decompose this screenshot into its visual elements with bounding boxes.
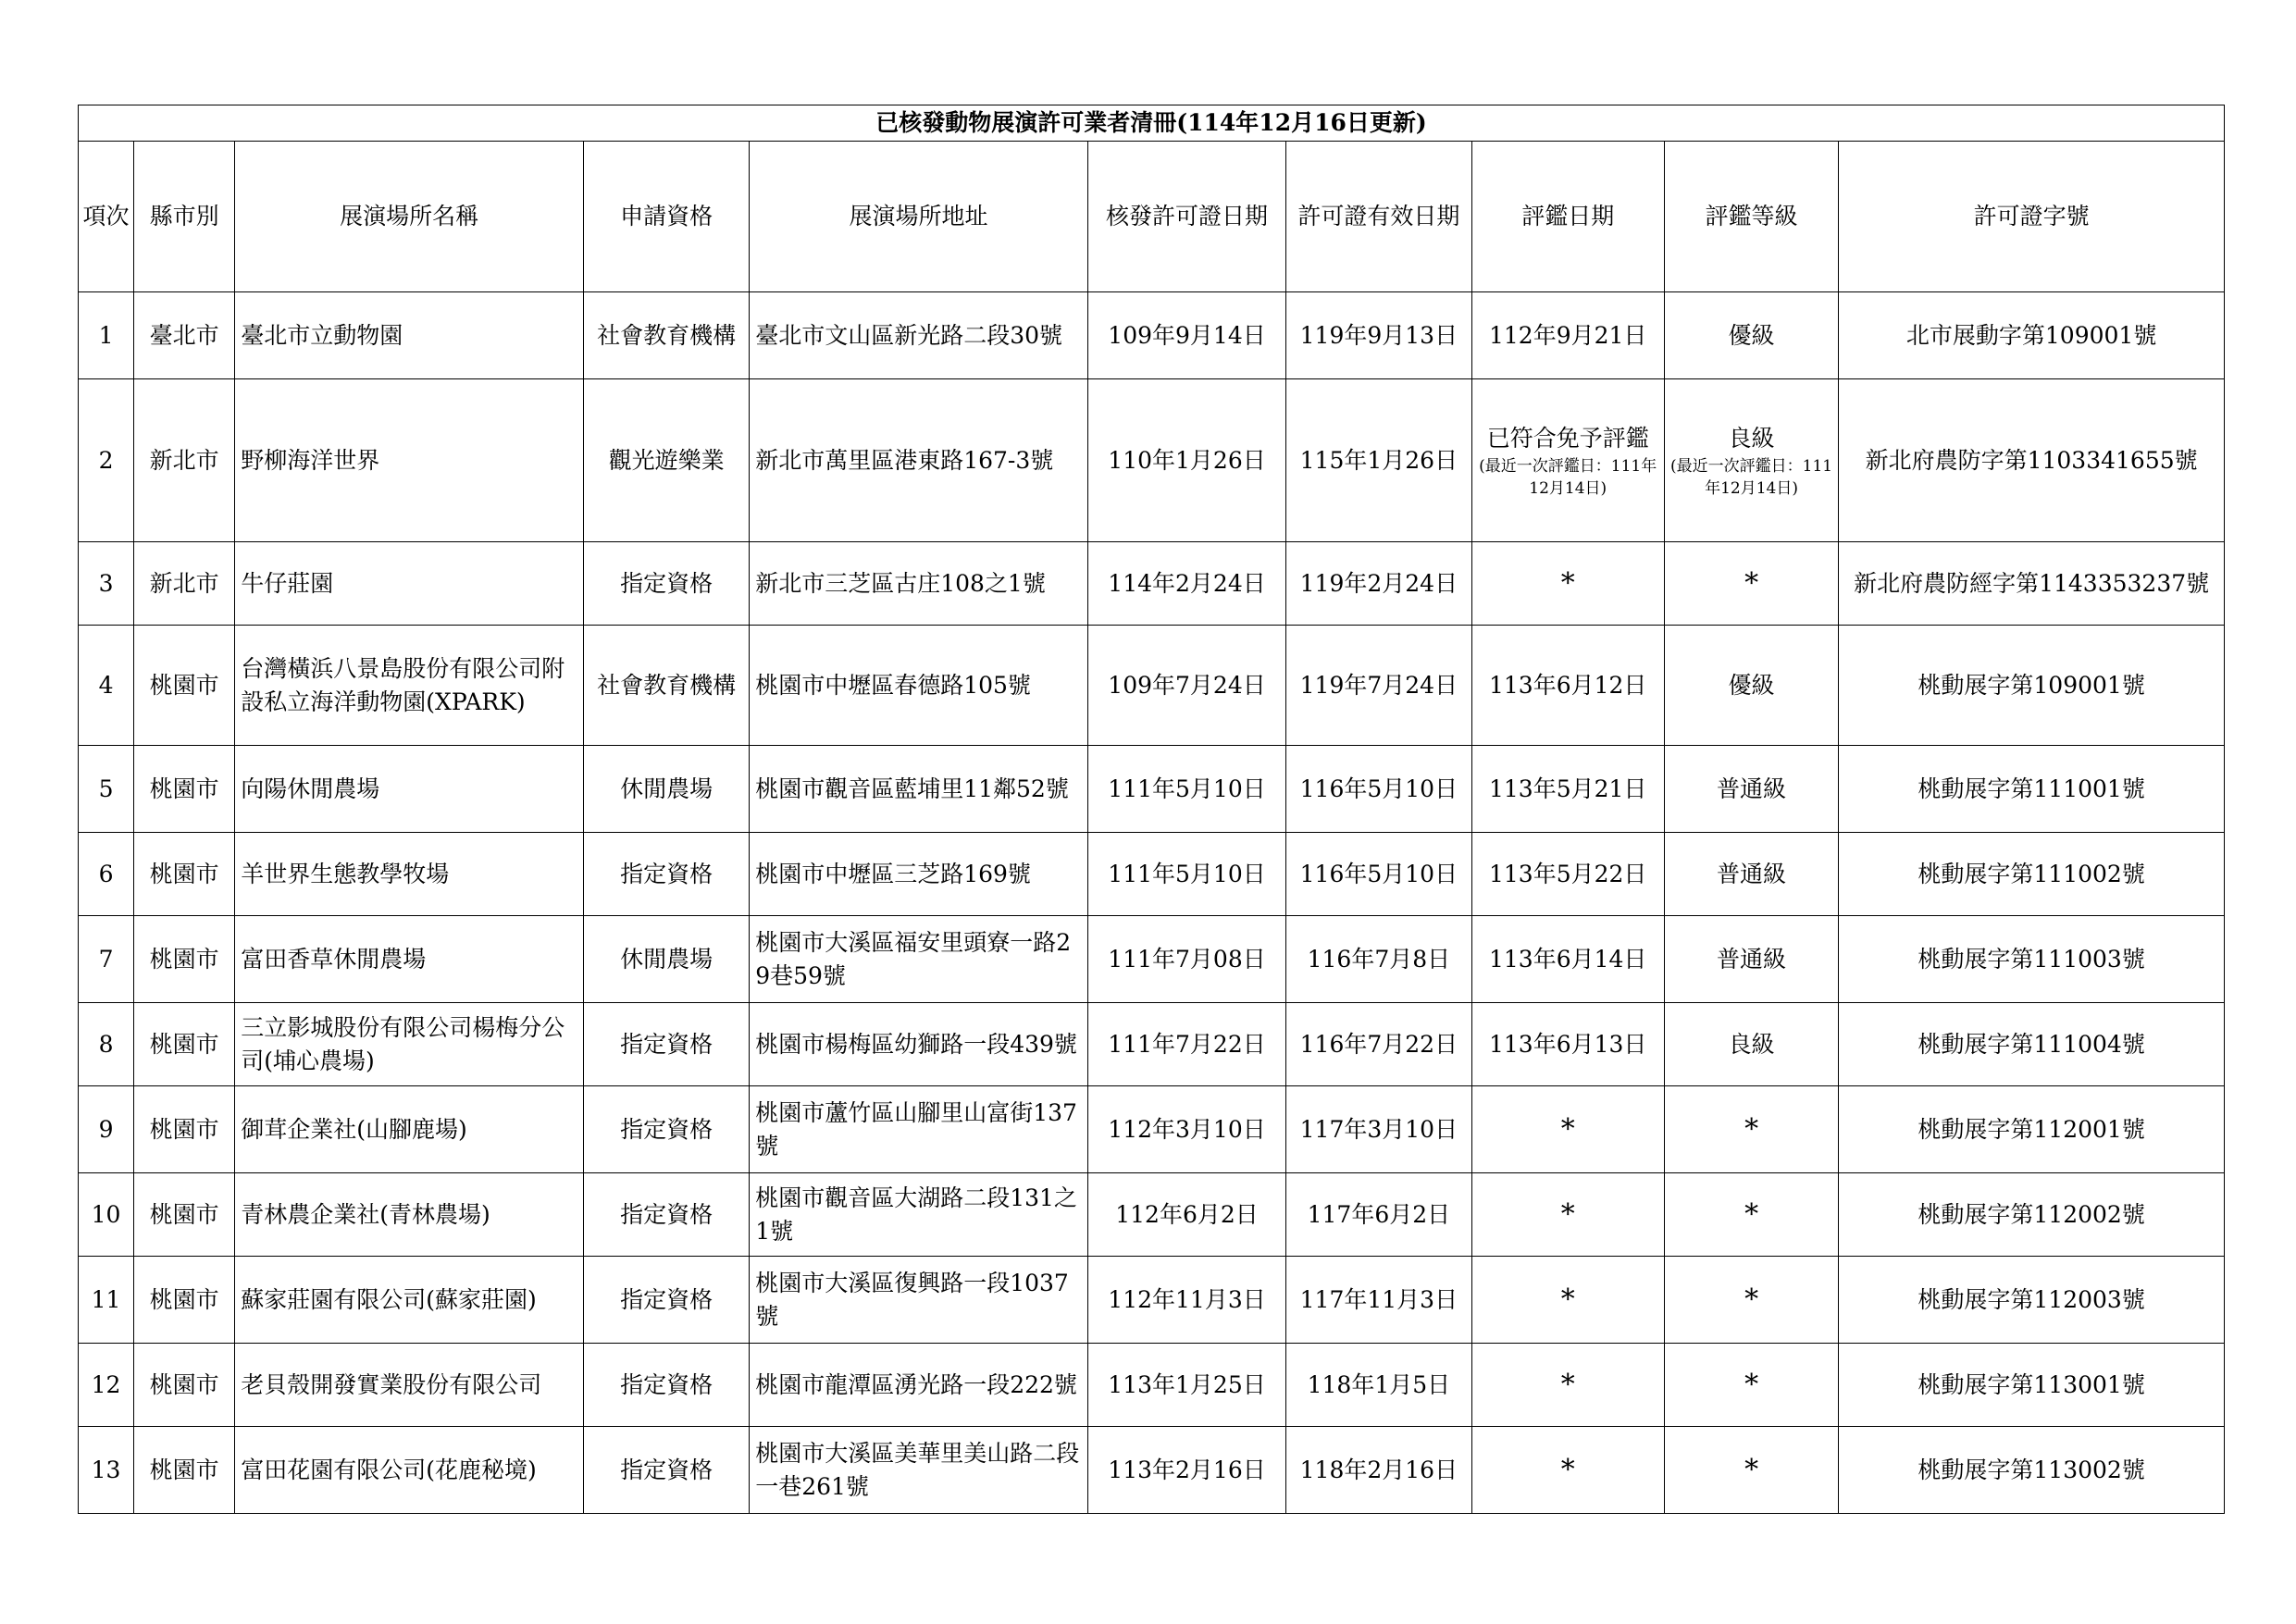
cell-address-text: 桃園市觀音區藍埔里11鄰52號 — [755, 775, 1069, 802]
table-row — [79, 1086, 2225, 1173]
cell-issue-date — [1087, 1257, 1285, 1344]
cell-no — [79, 1427, 134, 1514]
cell-permit-no-text: 桃動展字第112003號 — [1917, 1285, 2145, 1313]
cell-no — [79, 1086, 134, 1173]
cell-qualification-text: 休閒農場 — [620, 945, 714, 973]
cell-address — [750, 1003, 1088, 1086]
header-row — [79, 142, 2225, 292]
cell-name — [235, 1344, 584, 1427]
cell-issue-date-text: 112年3月10日 — [1108, 1115, 1266, 1143]
cell-county-text: 桃園市 — [149, 775, 219, 802]
header-address: 展演場所地址 — [750, 142, 1088, 292]
cell-issue-date — [1087, 379, 1285, 542]
cell-valid-date-text: 116年7月22日 — [1299, 1030, 1458, 1058]
cell-issue-date — [1087, 916, 1285, 1003]
header-valid-date: 許可證有效日期 — [1286, 142, 1471, 292]
cell-county-text: 桃園市 — [149, 945, 219, 973]
cell-no-text: 8 — [98, 1030, 114, 1058]
cell-issue-date-text: 109年9月14日 — [1108, 321, 1266, 349]
cell-name-text: 御茸企業社(山腳鹿場) — [241, 1115, 467, 1143]
cell-county — [134, 542, 235, 626]
cell-eval-grade-text: * — [1744, 1112, 1759, 1146]
cell-eval-date-text: 112年9月21日 — [1489, 321, 1647, 349]
cell-eval-date-text: * — [1560, 1453, 1575, 1486]
cell-permit-no-text: 新北府農防經字第1143353237號 — [1854, 569, 2210, 597]
cell-valid-date-text: 116年5月10日 — [1299, 860, 1458, 887]
cell-address-text: 桃園市中壢區三芝路169號 — [755, 860, 1031, 887]
cell-address-text: 桃園市蘆竹區山腳里山富街137號 — [755, 1098, 1077, 1159]
table-row — [79, 542, 2225, 626]
table-row — [79, 379, 2225, 542]
cell-name — [235, 626, 584, 746]
cell-qualification-text: 社會教育機構 — [597, 671, 737, 699]
cell-issue-date-text: 114年2月24日 — [1108, 569, 1266, 597]
cell-qualification-text: 指定資格 — [620, 860, 714, 887]
cell-eval-date-text: * — [1560, 1283, 1575, 1316]
cell-county-text: 桃園市 — [149, 1030, 219, 1058]
cell-eval-grade-text: * — [1744, 1197, 1759, 1231]
header-county: 縣市別 — [134, 142, 235, 292]
cell-valid-date-text: 115年1月26日 — [1299, 446, 1458, 474]
cell-permit-no-text: 桃動展字第111002號 — [1917, 860, 2145, 887]
cell-no-text: 11 — [91, 1285, 121, 1313]
cell-name-text: 三立影城股份有限公司楊梅分公司(埔心農場) — [241, 1013, 565, 1074]
cell-name — [235, 1257, 584, 1344]
cell-eval-date — [1471, 1003, 1664, 1086]
cell-issue-date — [1087, 1173, 1285, 1257]
cell-qualification-text: 指定資格 — [620, 1370, 714, 1398]
cell-permit-no — [1839, 1003, 2225, 1086]
cell-valid-date-text: 119年7月24日 — [1299, 671, 1458, 699]
cell-issue-date — [1087, 542, 1285, 626]
cell-name — [235, 1427, 584, 1514]
cell-permit-no-text: 桃動展字第111001號 — [1917, 775, 2145, 802]
cell-qualification-text: 指定資格 — [620, 569, 714, 597]
cell-eval-grade — [1664, 379, 1838, 542]
cell-qualification-text: 指定資格 — [620, 1285, 714, 1313]
cell-eval-date-note: (最近一次評鑑日：111年12月14日) — [1479, 456, 1657, 498]
cell-county — [134, 292, 235, 379]
table-row — [79, 916, 2225, 1003]
cell-issue-date-text: 113年1月25日 — [1108, 1370, 1266, 1398]
cell-qualification — [583, 1003, 749, 1086]
cell-name-text: 台灣橫浜八景島股份有限公司附設私立海洋動物園(XPARK) — [241, 654, 565, 715]
cell-county — [134, 1003, 235, 1086]
cell-no — [79, 292, 134, 379]
cell-name — [235, 1086, 584, 1173]
cell-permit-no — [1839, 1344, 2225, 1427]
cell-name-text: 青林農企業社(青林農場) — [241, 1200, 490, 1228]
cell-address — [750, 1173, 1088, 1257]
cell-eval-date-text: 113年6月12日 — [1489, 671, 1647, 699]
cell-permit-no-text: 桃動展字第113001號 — [1917, 1370, 2145, 1398]
permit-list-table — [78, 105, 2225, 1514]
cell-county-text: 桃園市 — [149, 1370, 219, 1398]
cell-eval-grade-text: 良級 — [1728, 424, 1775, 452]
cell-eval-grade-text: * — [1744, 1283, 1759, 1316]
cell-name-text: 野柳海洋世界 — [241, 446, 380, 474]
cell-permit-no — [1839, 542, 2225, 626]
cell-name-text: 富田花園有限公司(花鹿秘境) — [241, 1456, 537, 1483]
cell-county — [134, 833, 235, 916]
cell-eval-date-text: * — [1560, 1197, 1575, 1231]
cell-county — [134, 1344, 235, 1427]
cell-eval-grade — [1664, 542, 1838, 626]
table-row — [79, 1344, 2225, 1427]
cell-eval-grade-text: 普通級 — [1717, 775, 1787, 802]
header-permit-no: 許可證字號 — [1839, 142, 2225, 292]
cell-qualification — [583, 292, 749, 379]
header-qualification: 申請資格 — [583, 142, 749, 292]
cell-eval-date — [1471, 379, 1664, 542]
cell-eval-date — [1471, 746, 1664, 833]
cell-address-text: 桃園市大溪區復興路一段1037號 — [755, 1269, 1069, 1330]
cell-valid-date-text: 117年3月10日 — [1299, 1115, 1458, 1143]
cell-issue-date-text: 112年11月3日 — [1108, 1285, 1266, 1313]
cell-valid-date-text: 116年5月10日 — [1299, 775, 1458, 802]
cell-eval-grade-text: 優級 — [1728, 671, 1775, 699]
cell-qualification — [583, 379, 749, 542]
table-row — [79, 746, 2225, 833]
table-row — [79, 626, 2225, 746]
cell-eval-grade-text: * — [1744, 1453, 1759, 1486]
cell-county — [134, 626, 235, 746]
cell-eval-grade — [1664, 833, 1838, 916]
header-eval-grade: 評鑑等級 — [1664, 142, 1838, 292]
cell-eval-date — [1471, 1427, 1664, 1514]
cell-qualification — [583, 1086, 749, 1173]
cell-valid-date — [1286, 542, 1471, 626]
cell-issue-date-text: 111年5月10日 — [1108, 775, 1266, 802]
cell-eval-date — [1471, 1344, 1664, 1427]
cell-county-text: 桃園市 — [149, 1456, 219, 1483]
cell-permit-no — [1839, 746, 2225, 833]
cell-no-text: 2 — [98, 446, 114, 474]
cell-issue-date-text: 111年7月22日 — [1108, 1030, 1266, 1058]
cell-issue-date-text: 113年2月16日 — [1108, 1456, 1266, 1483]
cell-valid-date-text: 117年11月3日 — [1299, 1285, 1458, 1313]
cell-eval-grade — [1664, 1003, 1838, 1086]
header-name: 展演場所名稱 — [235, 142, 584, 292]
cell-valid-date — [1286, 1427, 1471, 1514]
cell-issue-date-text: 112年6月2日 — [1115, 1200, 1259, 1228]
document-title: 已核發動物展演許可業者清冊(114年12月16日更新) — [79, 105, 2225, 142]
cell-name-text: 臺北市立動物園 — [241, 321, 403, 349]
cell-qualification-text: 休閒農場 — [620, 775, 714, 802]
cell-county-text: 桃園市 — [149, 671, 219, 699]
table-row — [79, 1427, 2225, 1514]
cell-address — [750, 1344, 1088, 1427]
cell-address-text: 新北市萬里區港東路167-3號 — [755, 446, 1054, 474]
cell-eval-grade-text: 優級 — [1728, 321, 1775, 349]
cell-no-text: 4 — [98, 671, 114, 699]
cell-name-text: 向陽休閒農場 — [241, 775, 380, 802]
cell-qualification-text: 社會教育機構 — [597, 321, 737, 349]
cell-valid-date — [1286, 1086, 1471, 1173]
cell-eval-date-text: * — [1560, 1112, 1575, 1146]
cell-permit-no — [1839, 1257, 2225, 1344]
cell-valid-date-text: 119年9月13日 — [1299, 321, 1458, 349]
cell-eval-grade-text: * — [1744, 566, 1759, 600]
cell-eval-grade — [1664, 1173, 1838, 1257]
cell-permit-no-text: 桃動展字第113002號 — [1917, 1456, 2145, 1483]
cell-eval-date-text: 113年6月13日 — [1489, 1030, 1647, 1058]
cell-permit-no-text: 新北府農防字第1103341655號 — [1865, 446, 2198, 474]
cell-valid-date-text: 116年7月8日 — [1307, 945, 1451, 973]
cell-qualification — [583, 1257, 749, 1344]
cell-issue-date — [1087, 292, 1285, 379]
cell-eval-grade — [1664, 746, 1838, 833]
header-eval-date: 評鑑日期 — [1471, 142, 1664, 292]
cell-eval-grade — [1664, 1427, 1838, 1514]
cell-permit-no — [1839, 626, 2225, 746]
cell-county-text: 臺北市 — [149, 321, 219, 349]
cell-eval-grade — [1664, 626, 1838, 746]
cell-eval-date — [1471, 542, 1664, 626]
cell-no-text: 10 — [91, 1200, 121, 1228]
cell-address — [750, 916, 1088, 1003]
cell-eval-grade-text: 普通級 — [1717, 860, 1787, 887]
cell-name — [235, 292, 584, 379]
cell-no — [79, 1173, 134, 1257]
cell-name — [235, 542, 584, 626]
cell-no-text: 9 — [98, 1115, 114, 1143]
cell-valid-date — [1286, 1173, 1471, 1257]
cell-address — [750, 379, 1088, 542]
cell-address — [750, 1086, 1088, 1173]
cell-issue-date — [1087, 833, 1285, 916]
cell-issue-date — [1087, 746, 1285, 833]
cell-issue-date — [1087, 1086, 1285, 1173]
cell-permit-no-text: 桃動展字第112002號 — [1917, 1200, 2145, 1228]
cell-valid-date — [1286, 1344, 1471, 1427]
cell-qualification — [583, 833, 749, 916]
cell-eval-date — [1471, 1173, 1664, 1257]
cell-permit-no — [1839, 1173, 2225, 1257]
cell-valid-date-text: 117年6月2日 — [1307, 1200, 1451, 1228]
cell-no — [79, 1344, 134, 1427]
cell-county — [134, 1086, 235, 1173]
cell-eval-grade-text: 良級 — [1728, 1030, 1775, 1058]
cell-eval-grade-text: * — [1744, 1368, 1759, 1401]
cell-qualification — [583, 1344, 749, 1427]
cell-issue-date-text: 111年7月08日 — [1108, 945, 1266, 973]
cell-qualification — [583, 916, 749, 1003]
cell-county — [134, 746, 235, 833]
cell-issue-date-text: 111年5月10日 — [1108, 860, 1266, 887]
cell-name — [235, 833, 584, 916]
cell-permit-no — [1839, 379, 2225, 542]
cell-name-text: 羊世界生態教學牧場 — [241, 860, 450, 887]
cell-issue-date-text: 110年1月26日 — [1108, 446, 1266, 474]
cell-no-text: 7 — [98, 945, 114, 973]
cell-eval-date-text: * — [1560, 566, 1575, 600]
cell-qualification — [583, 1427, 749, 1514]
cell-qualification — [583, 626, 749, 746]
cell-no-text: 3 — [98, 569, 114, 597]
cell-eval-grade-note: (最近一次評鑑日：111年12月14日) — [1670, 456, 1833, 498]
cell-name — [235, 1003, 584, 1086]
cell-address-text: 桃園市楊梅區幼獅路一段439號 — [755, 1030, 1077, 1058]
cell-county — [134, 1257, 235, 1344]
cell-no-text: 13 — [91, 1456, 121, 1483]
cell-county-text: 桃園市 — [149, 1285, 219, 1313]
cell-valid-date-text: 119年2月24日 — [1299, 569, 1458, 597]
cell-name-text: 牛仔莊園 — [241, 569, 334, 597]
cell-eval-grade — [1664, 1344, 1838, 1427]
cell-valid-date — [1286, 916, 1471, 1003]
cell-address — [750, 292, 1088, 379]
cell-permit-no-text: 桃動展字第112001號 — [1917, 1115, 2145, 1143]
cell-qualification — [583, 1173, 749, 1257]
cell-no-text: 12 — [91, 1370, 121, 1398]
cell-eval-grade — [1664, 916, 1838, 1003]
cell-name-text: 蘇家莊園有限公司(蘇家莊園) — [241, 1285, 537, 1313]
cell-address-text: 桃園市大溪區福安里頭寮一路29巷59號 — [755, 928, 1072, 989]
cell-eval-date — [1471, 833, 1664, 916]
cell-address-text: 臺北市文山區新光路二段30號 — [755, 321, 1063, 349]
cell-eval-date — [1471, 916, 1664, 1003]
cell-no — [79, 833, 134, 916]
cell-no — [79, 746, 134, 833]
cell-permit-no-text: 桃動展字第109001號 — [1917, 671, 2145, 699]
cell-name — [235, 916, 584, 1003]
cell-name — [235, 746, 584, 833]
cell-eval-grade — [1664, 1257, 1838, 1344]
cell-issue-date — [1087, 1427, 1285, 1514]
cell-county-text: 桃園市 — [149, 1115, 219, 1143]
cell-permit-no-text: 桃動展字第111003號 — [1917, 945, 2145, 973]
cell-valid-date — [1286, 626, 1471, 746]
cell-qualification-text: 指定資格 — [620, 1030, 714, 1058]
table-row — [79, 833, 2225, 916]
cell-permit-no — [1839, 1427, 2225, 1514]
cell-no-text: 5 — [98, 775, 114, 802]
cell-valid-date — [1286, 746, 1471, 833]
cell-address — [750, 626, 1088, 746]
cell-valid-date-text: 118年1月5日 — [1307, 1370, 1451, 1398]
cell-address — [750, 746, 1088, 833]
cell-eval-date-text: 113年5月22日 — [1489, 860, 1647, 887]
cell-eval-grade-text: 普通級 — [1717, 945, 1787, 973]
cell-permit-no — [1839, 916, 2225, 1003]
cell-eval-date — [1471, 292, 1664, 379]
header-no: 項次 — [79, 142, 134, 292]
cell-address-text: 新北市三芝區古庄108之1號 — [755, 569, 1046, 597]
cell-eval-date — [1471, 1086, 1664, 1173]
cell-name — [235, 1173, 584, 1257]
cell-permit-no — [1839, 833, 2225, 916]
cell-eval-date-text: 113年6月14日 — [1489, 945, 1647, 973]
cell-county — [134, 1173, 235, 1257]
cell-eval-date-text: 113年5月21日 — [1489, 775, 1647, 802]
cell-eval-date — [1471, 626, 1664, 746]
title-row — [79, 105, 2225, 142]
cell-no — [79, 1003, 134, 1086]
cell-issue-date — [1087, 1003, 1285, 1086]
cell-issue-date — [1087, 626, 1285, 746]
cell-valid-date — [1286, 1003, 1471, 1086]
cell-county-text: 桃園市 — [149, 860, 219, 887]
cell-no — [79, 1257, 134, 1344]
cell-name-text: 老貝殼開發實業股份有限公司 — [241, 1370, 542, 1398]
cell-eval-grade — [1664, 292, 1838, 379]
cell-name-text: 富田香草休閒農場 — [241, 945, 427, 973]
table-row — [79, 1173, 2225, 1257]
cell-address-text: 桃園市觀音區大湖路二段131之1號 — [755, 1184, 1077, 1245]
cell-county — [134, 1427, 235, 1514]
cell-address-text: 桃園市龍潭區湧光路一段222號 — [755, 1370, 1077, 1398]
cell-address-text: 桃園市大溪區美華里美山路二段一巷261號 — [755, 1439, 1080, 1500]
table-row — [79, 1257, 2225, 1344]
cell-issue-date — [1087, 1344, 1285, 1427]
cell-county-text: 桃園市 — [149, 1200, 219, 1228]
cell-issue-date-text: 109年7月24日 — [1108, 671, 1266, 699]
cell-no-text: 6 — [98, 860, 114, 887]
cell-qualification — [583, 746, 749, 833]
cell-qualification-text: 指定資格 — [620, 1115, 714, 1143]
cell-eval-date — [1471, 1257, 1664, 1344]
table-row — [79, 1003, 2225, 1086]
cell-address — [750, 1427, 1088, 1514]
cell-no — [79, 379, 134, 542]
cell-county-text: 新北市 — [149, 446, 219, 474]
cell-no — [79, 626, 134, 746]
header-issue-date: 核發許可證日期 — [1087, 142, 1285, 292]
cell-address-text: 桃園市中壢區春德路105號 — [755, 671, 1031, 699]
cell-county — [134, 916, 235, 1003]
cell-valid-date — [1286, 379, 1471, 542]
cell-eval-date-text: * — [1560, 1368, 1575, 1401]
cell-permit-no-text: 桃動展字第111004號 — [1917, 1030, 2145, 1058]
cell-county — [134, 379, 235, 542]
cell-name — [235, 379, 584, 542]
cell-no — [79, 916, 134, 1003]
cell-eval-date-text: 已符合免予評鑑 — [1486, 424, 1649, 452]
cell-qualification-text: 指定資格 — [620, 1200, 714, 1228]
cell-qualification-text: 觀光遊樂業 — [608, 446, 725, 474]
cell-qualification — [583, 542, 749, 626]
cell-permit-no-text: 北市展動字第109001號 — [1905, 321, 2157, 349]
cell-address — [750, 542, 1088, 626]
cell-no-text: 1 — [98, 321, 114, 349]
cell-county-text: 新北市 — [149, 569, 219, 597]
cell-valid-date-text: 118年2月16日 — [1299, 1456, 1458, 1483]
cell-permit-no — [1839, 1086, 2225, 1173]
cell-valid-date — [1286, 292, 1471, 379]
cell-permit-no — [1839, 292, 2225, 379]
cell-address — [750, 1257, 1088, 1344]
cell-valid-date — [1286, 833, 1471, 916]
cell-valid-date — [1286, 1257, 1471, 1344]
cell-address — [750, 833, 1088, 916]
cell-no — [79, 542, 134, 626]
cell-qualification-text: 指定資格 — [620, 1456, 714, 1483]
table-row — [79, 292, 2225, 379]
cell-eval-grade — [1664, 1086, 1838, 1173]
